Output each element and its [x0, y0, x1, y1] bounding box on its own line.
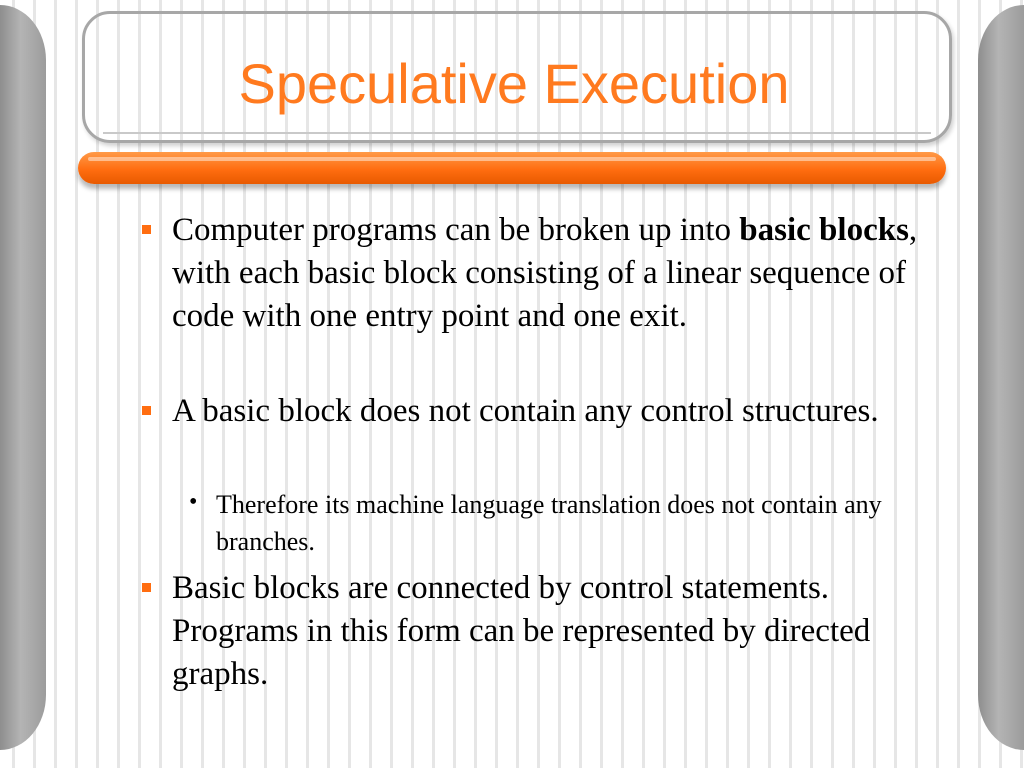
square-bullet-icon — [142, 225, 151, 234]
bullet-text-after: , with each basic block consisting of a linear sequence of code with one entry point and one exit. — [172, 212, 918, 334]
bullet-directed-graphs: Basic blocks are connected by control statements. Programs in this form can be represented by directed graphs. — [172, 570, 871, 692]
bullet-control-structures: A basic block does not contain any control structures. — [172, 393, 879, 429]
square-bullet-icon — [142, 406, 151, 415]
square-bullet-icon — [142, 583, 151, 592]
slide-title: Speculative Execution — [238, 52, 790, 115]
bullet-basic-blocks — [172, 209, 932, 338]
bullet-text-before: Computer programs can be broken up into — [172, 212, 740, 248]
sub-bullet-no-branches: Therefore its machine language translation does not contain any branches. — [216, 490, 882, 556]
bold-term-basic-blocks: basic blocks — [739, 212, 909, 248]
sub-bullet-dot-icon: • — [189, 489, 198, 515]
